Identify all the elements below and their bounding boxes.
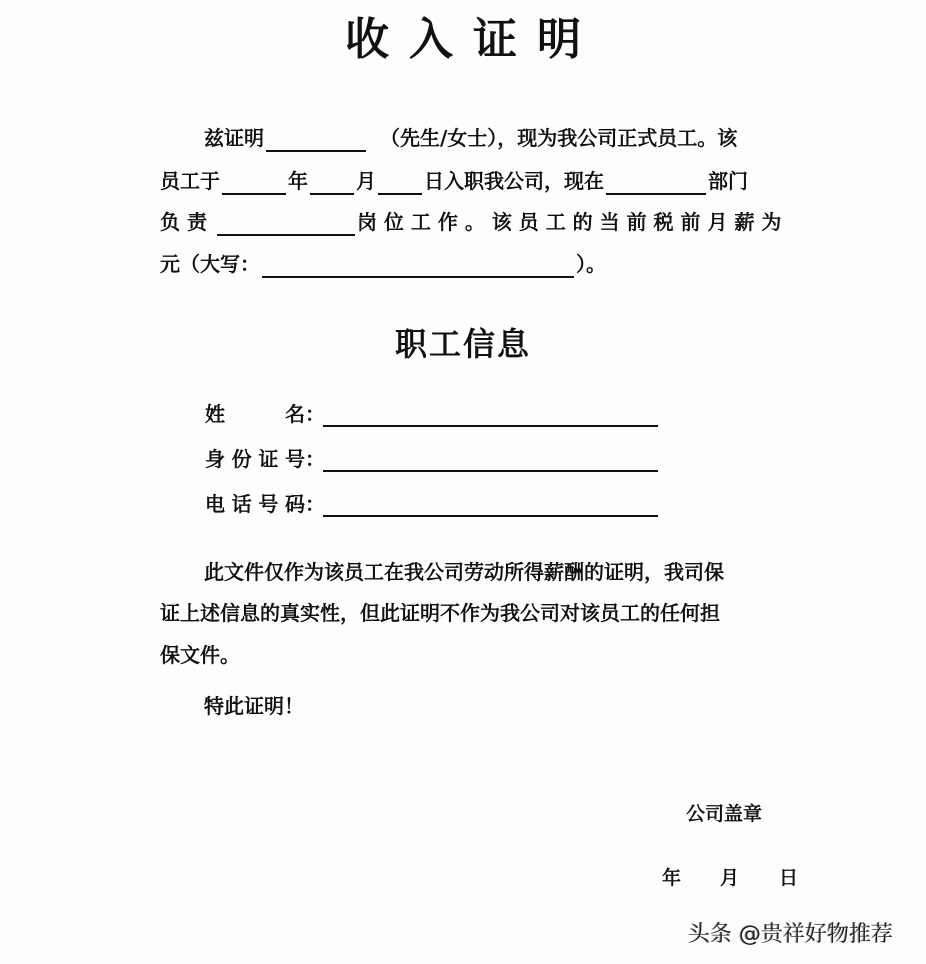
field-row-id-number — [205, 444, 658, 472]
watermark-text: 头条 @贵祥好物推荐 — [688, 922, 893, 947]
field-colon: ： — [305, 447, 325, 471]
name-field[interactable] — [323, 401, 658, 427]
sign-date-year: 年 — [662, 867, 682, 889]
field-label-id-number: 身份证号 — [205, 447, 305, 471]
intro-line-1-prefix: 兹证明 — [204, 126, 264, 150]
id-number-field[interactable] — [323, 446, 658, 472]
name-blank[interactable] — [266, 128, 366, 152]
intro-line-4-suffix: ）。 — [576, 252, 606, 276]
intro-line-4-prefix: 元（大写： — [160, 252, 260, 276]
field-row-name — [205, 399, 658, 427]
month-label: 月 — [356, 169, 376, 193]
join-year-blank[interactable] — [222, 171, 286, 195]
intro-line-3-suffix: 岗 位 工 作 。 该 员 工 的 当 前 税 前 月 薪 为 — [356, 210, 782, 234]
intro-line-2-prefix: 员工于 — [160, 169, 220, 193]
field-label-name: 姓名 — [205, 402, 305, 426]
disclaimer-line-3: 保文件。 — [160, 643, 240, 667]
year-label: 年 — [288, 169, 308, 193]
department-blank[interactable] — [606, 171, 706, 195]
sign-date-month: 月 — [720, 867, 740, 889]
join-day-blank[interactable] — [378, 171, 422, 195]
intro-line-1-suffix: （先生/女士），现为我公司正式员工。该 — [380, 126, 738, 150]
salary-uppercase-blank[interactable] — [262, 254, 574, 278]
field-colon: ： — [305, 402, 325, 426]
department-label: 部门 — [708, 169, 748, 193]
intro-line-3 — [160, 208, 781, 236]
disclaimer-line-2: 证上述信息的真实性，但此证明不作为我公司对该员工的任何担 — [160, 601, 720, 625]
intro-line-2-day-suffix: 日入职我公司，现在 — [424, 169, 604, 193]
sign-date-day: 日 — [779, 867, 799, 889]
disclaimer-line-1: 此文件仅作为该员工在我公司劳动所得薪酬的证明，我司保 — [204, 560, 724, 584]
intro-line-2 — [160, 167, 748, 195]
field-colon: ： — [305, 492, 325, 516]
position-blank[interactable] — [217, 212, 355, 236]
section-title-employee-info: 职工信息 — [394, 325, 531, 363]
company-seal-label: 公司盖章 — [686, 803, 763, 825]
intro-line-4 — [160, 250, 606, 278]
document-title: 收入证明 — [345, 14, 601, 65]
field-row-phone — [205, 489, 658, 517]
intro-line-3-prefix: 负 责 — [160, 210, 207, 234]
join-month-blank[interactable] — [310, 171, 354, 195]
closing-statement: 特此证明！ — [204, 694, 304, 718]
phone-field[interactable] — [323, 491, 658, 517]
intro-line-1 — [204, 124, 737, 152]
field-label-phone: 电话号码 — [205, 492, 305, 516]
